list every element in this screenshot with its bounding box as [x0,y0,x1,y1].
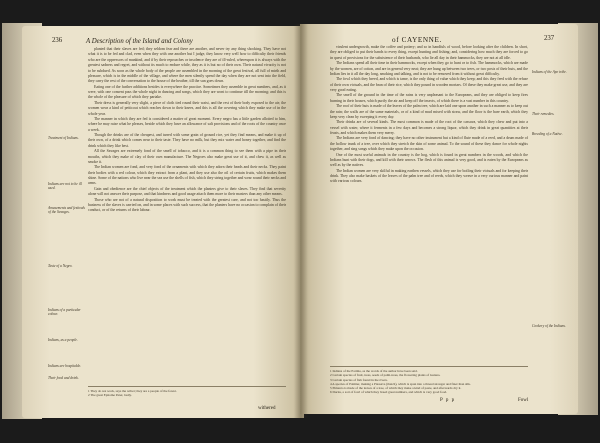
left-running-head: A Description of the Island and Colony [86,38,193,45]
left-footnotes [88,386,286,398]
left-page [22,26,304,418]
paragraph: Those who are not of a natural disposition to work must be treated with the greatest care, and not too hastily. Thus the business of the slaves is carried on, and in some places with such success, that the planters have no occasion to complain of their conduct, or of the returns of their labour. [88,197,286,213]
margin-note: Their remedies. [532,112,555,116]
right-running-head: of CAYENNE. [392,36,442,44]
margin-note: Amusements and festivals of the Savages. [48,206,85,215]
margin-note: Indians are not to be ill used. [48,182,82,191]
footnote: 1 Indians of the Parima, as the words of the author have been said. [330,369,418,373]
left-catchword: withered [258,406,276,411]
margin-note: Cookery of the Indians. [532,324,566,328]
right-footnotes [330,366,528,395]
paragraph: The Indians spend all their time in their hammocks, except when they go to hunt or to fish. The hammocks, which are made by the women, are of cotton, and are in general very neat; they are hung up between two trees, or two posts of their huts, and the Indian lies in it all the day long, smoking and talking, and is not to be removed from it without great difficulty. [330,61,528,76]
footnote: 2 The great Epitome Peter, lastly. [88,393,132,398]
margin-note: Their food and drink. [48,376,79,380]
paragraph: The Indian women are fond, and very fond of the ornaments with which they adorn their heads and their necks. They paint their bodies with a red colour, which they extract from a plant, and they use also the oil of certain fruits, which makes them shine. Some of the nations who live near the sea use the shells of fish, which they string together and wear round their necks and arms. [88,165,286,186]
margin-note: Treatment of Indians. [48,136,79,140]
margin-note: Indians of a particular colour. [48,308,81,317]
paragraph: Eating one of the further additions besides is everywhere the practice. Sometimes they assemble in great numbers, and, as it were, with one consent pass the whole night in dancing and songs, which they are wont to continue till the morning; and this is the whole of the pleasure of which they partake. [88,84,286,100]
paragraph: The fowl which they breed, and which is tame, is the only thing of value which they keep; and this they feed with the refuse of their own victuals, and the bran of their rice, which they pound in wooden mortars. Of these they make great use, and they are very good eating. [330,77,528,92]
footnote: 6 Ducks, a sort of fowl of which they breed great numbers, and which is very good food. [330,390,448,395]
paragraph: The roof of their huts is made of the leaves of the palm tree, which are laid one upon another in such a manner as to keep out the rain; the walls are of the same materials, or of a kind of mud mixed with straw, and the floor is the bare earth, which they keep very clean by sweeping it every day. [330,104,528,119]
paragraph: The Indians are very fond of dancing; they have no other instrument but a kind of flute made of a reed, and a drum made of the hollow trunk of a tree, over which they stretch the skin of some animal. To the sound of these they dance for whole nights together, and sing songs which they make upon the occasion. [330,136,528,152]
margin-note: Breeding of a Native. [532,132,563,136]
book-gutter [294,24,308,418]
paragraph: Their dress is generally very slight, a piece of cloth tied round their waist, and the rest of their body exposed to the air; the women wear a kind of petticoat which reaches down to their knees, and this is all the covering which they make use of in the whole year. [88,100,286,116]
right-catchword: Fowl [518,398,529,403]
paragraph: The smell of the ground in the time of the rains is very unpleasant to the Europeans, and they are obliged to keep fires burning in their houses, which purify the air and keep off the insects, of which there is a vast number in this country. [330,93,528,103]
printer-signature-mark: P p p [440,398,456,403]
margin-note: Indians of the Ape tribe. [532,70,567,74]
left-body-text [88,47,286,382]
paragraph: Their drinks are of several kinds. The most common is made of the root of the cassava, which they chew and put into a vessel with water, where it ferments in a few days and becomes a strong liquor, which they drink in great quantities at their feasts, and which makes them very merry. [330,120,528,135]
paragraph: All the Savages are extremely fond of the smell of tobacco, and it is a common thing to see them with a pipe in their mouths, which they make of clay of their own manufacture. The Negroes also make great use of it, and chew it, as well as smoke it. [88,149,286,164]
paragraph: virulent undergrowth, make the coffee and pottery; and so in handfuls of wood, before looking after the children. In short, they are obliged to put their hands to every thing, except hunting and fishing; and, considering how much they are forced to go in quest of provisions for the subsistence of their husbands, who lie all day in their hammocks, they are not at all idle. [330,45,528,60]
margin-note: Indians are hospitable. [48,364,82,368]
footnote: 3 Certain species of fish found in the rivers. [330,377,388,382]
footnote: 4 A species of Palmier, making a Piassava (thatch), which is spun into a thread stronger and finer than silk. [330,381,471,386]
paragraph: The manner in which they are fed is considered a matter of great moment. Every negro has a little garden allotted to him, where he may raise what he pleases, beside which they have an allowance of salt provisions and of the roots of the country once a week. [88,116,286,132]
right-page-number: 237 [544,35,555,42]
margin-note: Taste of a Negro. [48,264,73,268]
footnote: 5 Pimento is made of the leaves of a tree, of which they make a kind of paste, and afterwards dry it. [330,386,462,391]
left-page-number: 236 [52,37,63,44]
paragraph: Though the drinks are of the cheapest, and tarred with some grain of ground rice, yet they find means, and make it up of their own, of a drink which comes near to their taste. They have no milk, but they mix water and honey together, and find the drink which they like best. [88,133,286,148]
paragraph: The Indian women are very skilful in making earthen vessels, which they use for boiling their victuals and for keeping their drink. They also make baskets of the leaves of the palm tree and of reeds, which they weave in a very curious manner and paint with various colours. [330,168,528,184]
footnote: 1 They do not work, says the writer; they are a people of the forest. [88,389,177,393]
margin-note: Indians, as a people. [48,338,78,342]
paragraph: planted that their slaves are fed; they seldom fear and there are another, and never try any thing shocking. They have not what it is to be fed and clad, even when they with one another but I judge, they know very well how to difficulty their friends who are the oppressors of mankind, and if by their reproaches or insolence they are of ill-ruled, whereupon it is always with the greatest sadness and regret, and without its much to endure while, they as it is but no of their own. Their natural vivacity is not to be subdued. As soon as the whole body of the people are assembled in the morning of the great festival, all full of mirth and pleasure, which is in the middle of the village, and where the men silently spend the day when they are not sent into the field, they carry the rest of the conversation to the house of the heather, till the sun goes down. [88,47,286,84]
paragraph: Gain and obedience are the chief objects of the treatment which the planters give to their slaves. They find that severity alone will not answer their purpose, and that kindness and good usage attach them more to their masters than any other means. [88,186,286,197]
footnote: 2 Certain species of fruit, trees, seeds of palm-trees, the flowering plants of Guiana. [330,373,441,378]
right-body-text [330,45,528,363]
right-page [300,24,578,414]
paragraph: One of the most useful animals in the country is the hog, which is found in great numbers in the woods, and which the Indians hunt with their dogs, and kill with their arrows. The flesh of this animal is very good, and is eaten by the Europeans as well as by the natives. [330,152,528,168]
